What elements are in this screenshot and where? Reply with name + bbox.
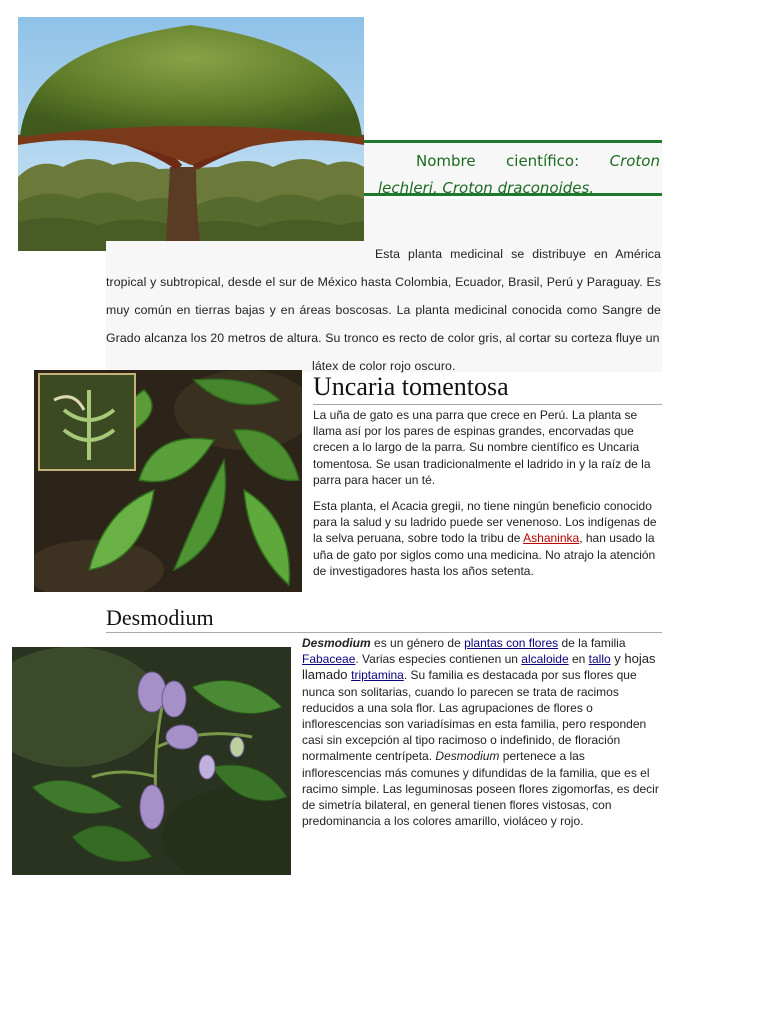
croton-description-end: látex de color rojo oscuro. <box>312 359 456 373</box>
desmodium-name-bold: Desmodium <box>302 636 371 650</box>
croton-panel-background <box>364 199 662 241</box>
croton-description <box>106 240 661 380</box>
uncaria-paragraph-2-text: Esta planta, el Acacia gregii, no tiene ningún beneficio conocido para la salud y su ladrido puede ser venenoso. Los indígenas de la selva peruana, sobre todo la tribu de <box>313 499 657 546</box>
triptamina-link[interactable]: triptamina <box>351 668 404 683</box>
desmodium-text-1: es un género de <box>370 636 465 650</box>
croton-description-text: Esta planta medicinal se distribuye en América tropical y subtropical, desde el sur de México hasta Colombia, Ecuador, Brasil, Perú y Paraguay. Es muy común en tierras bajas y en áreas boscosas. La planta medicinal conocida como Sangre de Grado alcanza los 20 metros de altura. Su tronco es recto de color gris, al cortar su corteza fluye un <box>106 247 661 345</box>
desmodium-text-4: en <box>568 652 589 667</box>
scientific-name-box <box>364 140 662 196</box>
desmodium-flower-photo <box>12 647 291 875</box>
alcaloide-link[interactable]: alcaloide <box>521 652 569 667</box>
dragon-tree-photo <box>18 17 364 251</box>
ashaninka-link[interactable]: Ashaninka <box>523 531 580 546</box>
uncaria-paragraph-2-text-end: , han usado la uña de gato por siglos como una medicina. No atrajo la atención de investigadores hasta los años setenta. <box>313 531 656 578</box>
plantas-con-flores-link[interactable]: plantas con flores <box>464 636 559 650</box>
desmodium-name-italic: Desmodium <box>435 749 500 764</box>
uncaria-leaves-photo <box>34 370 302 592</box>
desmodium-paragraph <box>302 635 662 829</box>
uncaria-paragraph-2 <box>313 498 661 579</box>
fabaceae-link[interactable]: Fabaceae <box>302 652 356 667</box>
desmodium-text-5: y hojas llamado <box>302 651 656 683</box>
tallo-link[interactable]: tallo <box>588 652 611 667</box>
uncaria-heading: Uncaria tomentosa <box>313 370 662 405</box>
desmodium-text-6: . Su familia es destacada por sus flores que nunca son solitarias, cuando lo parecen se trata de racimos reducidos a una sola flor. Las agrupaciones de flores o inflorescencias son variadísimas en esta familia, pero responden casi sin excepción al tipo racimoso o indefinido, de floración normalmente centrípeta. <box>302 668 647 764</box>
scientific-name <box>378 148 660 202</box>
desmodium-text-3: . Varias especies contienen un <box>355 652 522 667</box>
scientific-name-species: Croton lechleri, Croton draconoides. <box>378 152 660 197</box>
scientific-name-label: Nombre científico: <box>416 152 610 170</box>
uncaria-paragraph-1: La uña de gato es una parra que crece en Perú. La planta se llama así por los pares de espinas grandes, encorvadas que crecen a lo largo de la parra. Su nombre científico es Uncaria tomentosa. Se usan tradicionalmente el ladrido in y la raíz de la parra para hacer un té. <box>313 408 651 487</box>
desmodium-heading: Desmodium <box>106 604 662 633</box>
desmodium-text-2: de la familia <box>558 636 626 650</box>
desmodium-text-7: pertenece a las inflorescencias más comunes y difundidas de la familia, que es el racimo simple. Las leguminosas poseen flores zigomorfas, es decir de simetría bilateral, en general tienen flores vistosas, con predominancia a los colores amarillo, violáceo y rojo. <box>302 749 659 829</box>
